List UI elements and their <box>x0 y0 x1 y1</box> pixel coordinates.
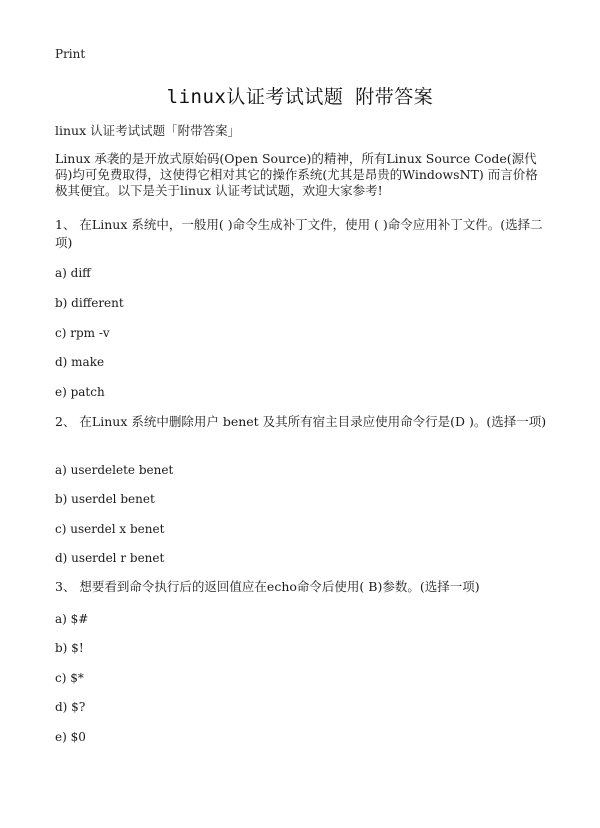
question-3: 3、 想要看到命令执行后的返回值应在echo命令后使用( B)参数。(选择一项) <box>55 579 480 594</box>
question-3-option-a: a) $# <box>55 612 89 626</box>
document-title: linux认证考试试题 附带答案 <box>166 86 434 108</box>
question-1-option-c: c) rpm -v <box>55 326 110 340</box>
question-1-option-a: a) diff <box>55 266 91 280</box>
question-2-option-d: d) userdel r benet <box>55 551 165 565</box>
question-1: 1、 在Linux 系统中，一般用( )命令生成补丁文件，使用 ( )命令应用补丁文件。(选择二项) <box>55 217 543 250</box>
question-2-option-a: a) userdelete benet <box>55 463 174 477</box>
question-3-option-d: d) $? <box>55 700 86 714</box>
print-label[interactable]: Print <box>55 47 86 61</box>
question-3-option-e: e) $0 <box>55 730 86 744</box>
question-2: 2、 在Linux 系统中删除用户 benet 及其所有宿主目录应使用命令行是(D )。(选择一项) <box>55 414 547 429</box>
question-3-option-c: c) $* <box>55 671 84 685</box>
document-subtitle: linux 认证考试试题「附带答案」 <box>55 123 241 138</box>
intro-paragraph: Linux 承袭的是开放式原始码(Open Source)的精神，所有Linux Source Code(源代码)均可免费取得，这使得它相对其它的操作系统(尤其是昂贵的WindowsNT) 而言价格极其便宜。以下是关于linux 认证考试试题，欢迎大家参考! <box>55 151 538 198</box>
question-1-option-d: d) make <box>55 355 105 369</box>
question-3-option-b: b) $! <box>55 641 84 655</box>
question-1-option-b: b) different <box>55 296 124 310</box>
question-2-option-c: c) userdel x benet <box>55 522 165 536</box>
question-1-option-e: e) patch <box>55 385 105 399</box>
question-2-option-b: b) userdel benet <box>55 492 155 506</box>
